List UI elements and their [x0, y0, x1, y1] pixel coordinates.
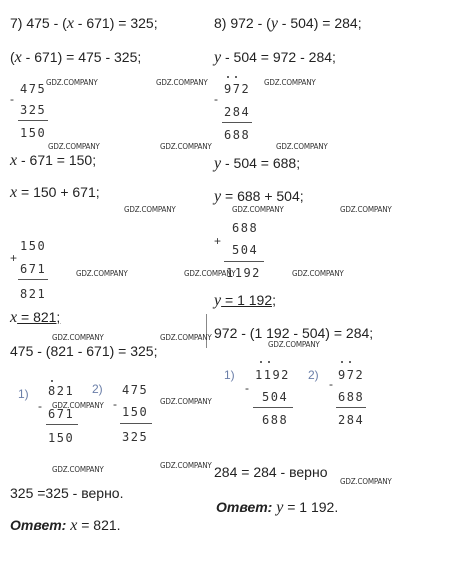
p7-step1: (x - 671) = 475 - 325;: [10, 49, 142, 66]
watermark: GDZ.COMPANY: [340, 205, 392, 214]
p7-answer: Ответ: x = 821.: [10, 517, 121, 534]
p7-equation: 7) 475 - (x - 671) = 325;: [10, 15, 158, 32]
watermark: GDZ.COMPANY: [160, 461, 212, 470]
watermark: GDZ.COMPANY: [276, 142, 328, 151]
watermark: GDZ.COMPANY: [46, 78, 98, 87]
p8-answer: Ответ: y = 1 192.: [216, 499, 339, 516]
watermark: GDZ.COMPANY: [340, 477, 392, 486]
p8-step3: y = 688 + 504;: [214, 188, 304, 205]
watermark: GDZ.COMPANY: [52, 333, 104, 342]
watermark: GDZ.COMPANY: [52, 401, 104, 410]
watermark: GDZ.COMPANY: [160, 397, 212, 406]
p7-verify: 325 =325 - верно.: [10, 485, 124, 501]
p8-equation: 8) 972 - (y - 504) = 284;: [214, 15, 362, 32]
p7-step3: x = 150 + 671;: [10, 184, 100, 201]
p7-result: x = 821;: [10, 309, 61, 326]
watermark: GDZ.COMPANY: [124, 205, 176, 214]
watermark: GDZ.COMPANY: [232, 205, 284, 214]
p7-check: 475 - (821 - 671) = 325;: [10, 343, 158, 359]
p7-step2: x - 671 = 150;: [10, 152, 97, 169]
p8-step2: y - 504 = 688;: [214, 155, 301, 172]
watermark: GDZ.COMPANY: [292, 269, 344, 278]
watermark: GDZ.COMPANY: [160, 333, 212, 342]
p8-result: y = 1 192;: [214, 292, 276, 309]
watermark: GDZ.COMPANY: [268, 340, 320, 349]
p8-verify: 284 = 284 - верно: [214, 464, 328, 480]
p8-check: 972 - (1 192 - 504) = 284;: [214, 325, 374, 341]
divider-line: [206, 314, 207, 348]
watermark: GDZ.COMPANY: [76, 269, 128, 278]
watermark: GDZ.COMPANY: [156, 78, 208, 87]
watermark: GDZ.COMPANY: [160, 142, 212, 151]
watermark: GDZ.COMPANY: [264, 78, 316, 87]
watermark: GDZ.COMPANY: [52, 465, 104, 474]
watermark: GDZ.COMPANY: [48, 142, 100, 151]
p8-step1: y - 504 = 972 - 284;: [214, 49, 336, 66]
watermark: GDZ.COMPANY: [184, 269, 236, 278]
